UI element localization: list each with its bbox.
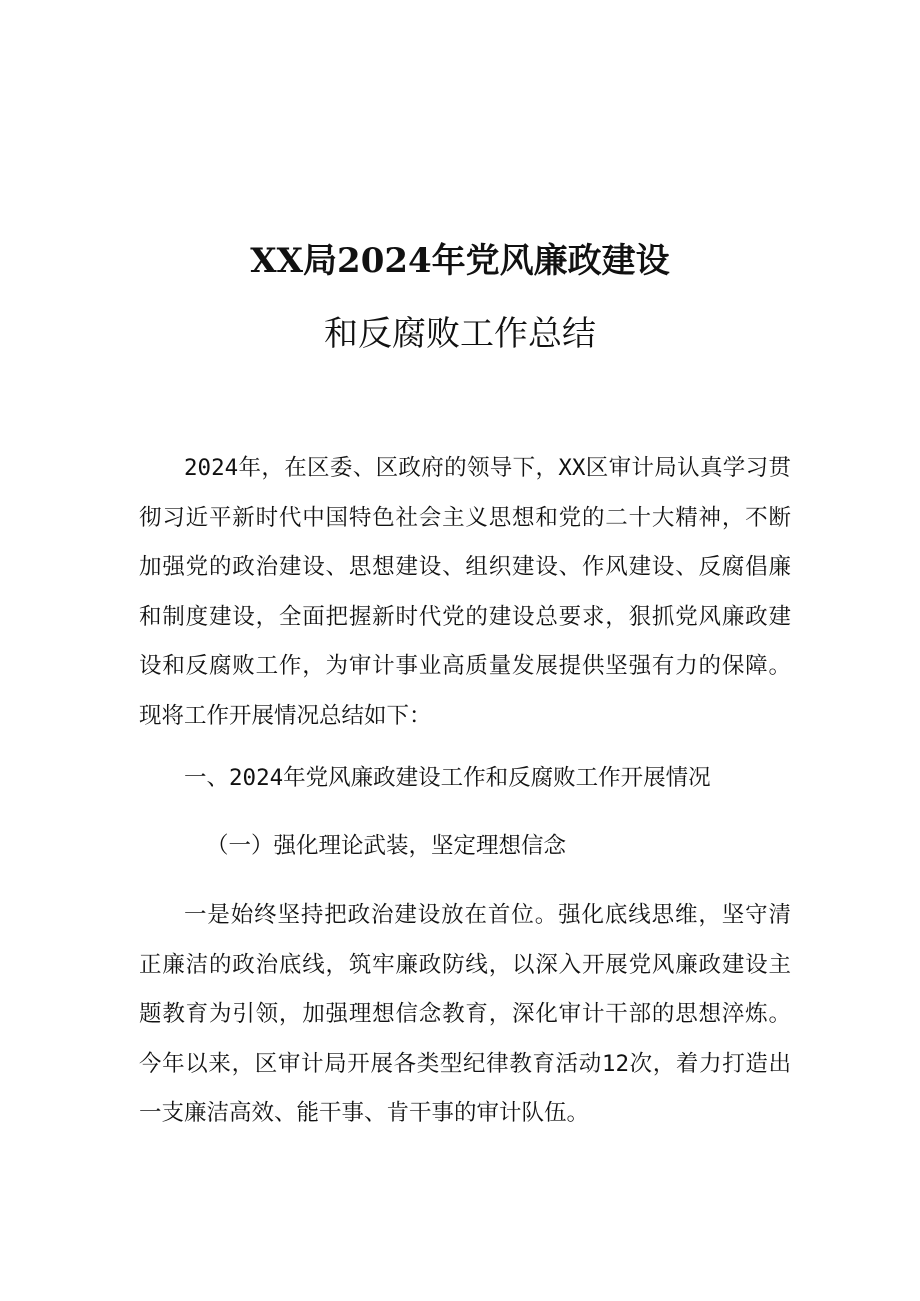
section-heading-block [139,754,791,804]
document-title-line1: XX局2024年党风廉政建设 [250,241,670,281]
intro-paragraph-block [139,444,791,741]
paragraph-one: 一是始终坚持把政治建设放在首位。强化底线思维，坚守清正廉洁的政治底线，筑牢廉政防线，以深入开展党风廉政建设主题教育为引领，加强理想信念教育，深化审计干部的思想淬炼。今年以来，区审计局开展各类型纪律教育活动12次，着力打造出一支廉洁高效、能干事、肯干事的审计队伍。 [139,902,791,1126]
subsection-heading-block [139,822,813,872]
section1-heading: 一、2024年党风廉政建设工作和反腐败工作开展情况 [184,765,711,791]
paragraph-one-block [139,891,791,1139]
document-title-line2: 和反腐败工作总结 [324,314,596,354]
subsection1-heading: （一）强化理论武装，坚定理想信念 [206,833,567,859]
intro-paragraph: 2024年，在区委、区政府的领导下，XX区审计局认真学习贯彻习近平新时代中国特色社会主义思想和党的二十大精神，不断加强党的政治建设、思想建设、组织建设、作风建设、反腐倡廉和制度建设，全面把握新时代党的建设总要求，狠抓党风廉政建设和反腐败工作，为审计事业高质量发展提供坚强有力的保障。现将工作开展情况总结如下： [139,455,791,729]
